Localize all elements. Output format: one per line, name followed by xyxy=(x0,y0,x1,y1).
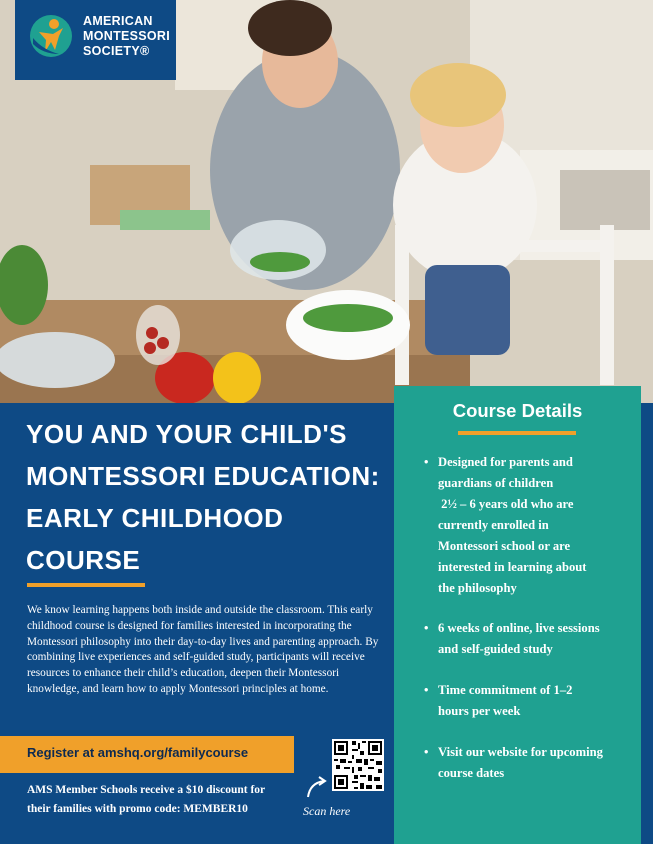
headline-line-1: YOU AND YOUR CHILD'S xyxy=(26,419,347,449)
course-details-list xyxy=(424,452,634,784)
qr-code-icon xyxy=(332,739,384,791)
list-item: • Designed for parents and guardians of children 2½ – 6 years old who are currently enrolled in Montessori school or are interested in learning about the philosophy xyxy=(424,452,634,599)
headline-line-3: EARLY CHILDHOOD xyxy=(26,503,284,533)
qr-code[interactable] xyxy=(332,739,384,791)
curved-arrow-icon xyxy=(302,773,332,803)
list-item: • Visit our website for upcoming course dates xyxy=(424,742,634,784)
list-item: • Time commitment of 1–2 hours per week xyxy=(424,680,634,722)
headline-line-2: MONTESSORI EDUCATION: xyxy=(26,461,380,491)
intro-paragraph: We know learning happens both inside and outside the classroom. This early childhood course is designed for families interested in incorporating the Montessori philosophy into their day-to-day lives and parenting approach. By combining live experiences and self-guided study, participants will receive resources to enhance their child’s education, deepen their Montessori knowledge, and learn how to apply Montessori principles at home. xyxy=(27,604,379,695)
promo-line-2: their families with promo code: MEMBER10 xyxy=(27,803,248,815)
list-item: • 6 weeks of online, live sessions and self-guided study xyxy=(424,618,634,660)
headline-line-4: COURSE xyxy=(26,545,141,575)
course-details-divider xyxy=(458,431,576,435)
headline xyxy=(26,413,386,581)
headline-divider xyxy=(27,583,145,587)
scan-caption: Scan here xyxy=(303,804,351,818)
montessori-figure-logo-icon xyxy=(29,14,73,58)
promo-text xyxy=(27,781,297,819)
logo-line-1: AMERICAN xyxy=(83,14,153,28)
course-details-title: Course Details xyxy=(452,400,583,421)
ams-logo xyxy=(15,0,176,80)
logo-line-3: SOCIETY® xyxy=(83,44,150,58)
promo-line-1: AMS Member Schools receive a $10 discount for xyxy=(27,784,266,796)
logo-line-2: MONTESSORI xyxy=(83,29,171,43)
register-link[interactable]: Register at amshq.org/familycourse xyxy=(27,745,249,760)
